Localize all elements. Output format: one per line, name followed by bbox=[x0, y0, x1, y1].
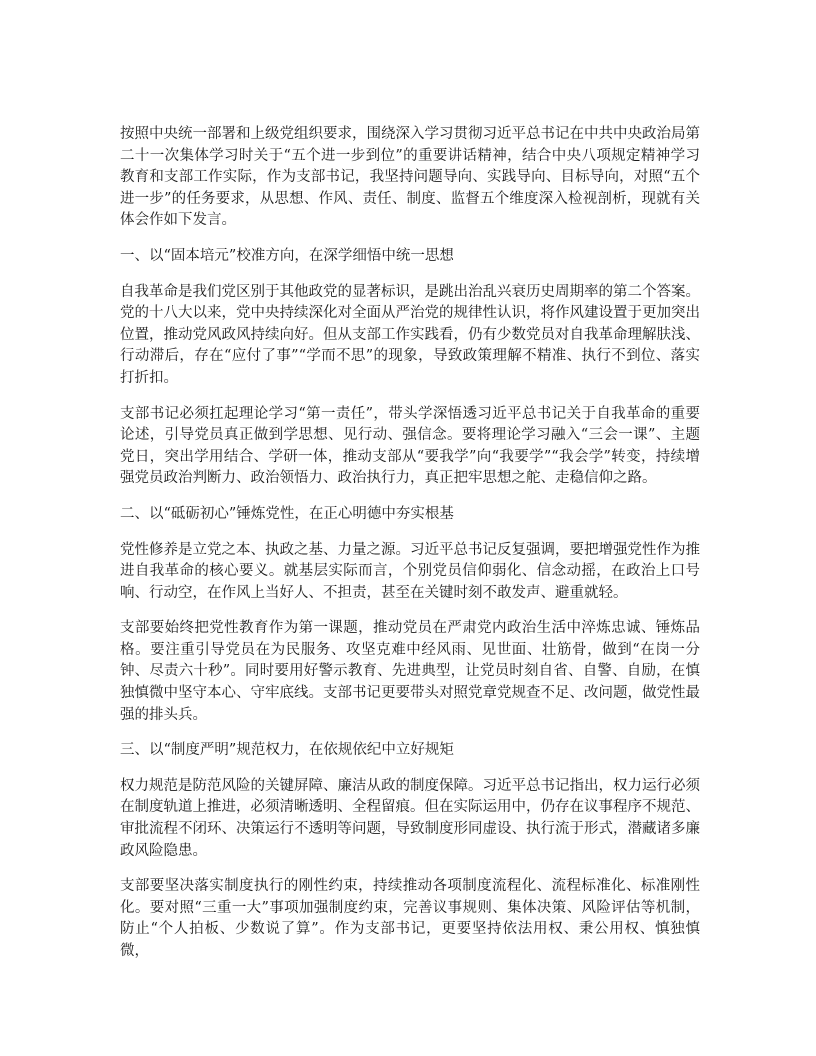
section-2-paragraph-1: 党性修养是立党之本、执政之基、力量之源。习近平总书记反复强调，要把增强党性作为推进自我革命的核心要义。就基层实际而言，个别党员信仰弱化、信念动摇，在政治上口号响、行动空，在作风上当好人、不担责，甚至在关键时刻不敢发声、避重就轻。 bbox=[120, 541, 700, 601]
section-heading-3: 三、以“制度严明”规范权力，在依规依纪中立好规矩 bbox=[120, 742, 454, 759]
section-heading-1: 一、以“固本培元”校准方向，在深学细悟中统一思想 bbox=[120, 247, 454, 264]
intro-paragraph: 按照中央统一部署和上级党组织要求，围绕深入学习贯彻习近平总书记在中共中央政治局第二十一次集体学习时关于“五个进一步到位”的重要讲话精神，结合中央八项规定精神学习教育和支部工作实际，作为支部书记，我坚持问题导向、实践导向、目标导向，对照“五个进一步”的任务要求，从思想、作风、责任、制度、监督五个维度深入检视剖析，现就有关体会作如下发言。 bbox=[120, 126, 700, 229]
section-3-paragraph-2: 支部要坚决落实制度执行的刚性约束，持续推动各项制度流程化、流程标准化、标准刚性化。要对照“三重一大”事项加强制度约束，完善议事规则、集体决策、风险评估等机制，防止“个人拍板、少数说了算”。作为支部书记，更要坚持依法用权、秉公用权、慎独慎微， bbox=[120, 878, 700, 959]
document-body bbox=[120, 124, 700, 977]
section-2-paragraph-2: 支部要始终把党性教育作为第一课题，推动党员在严肃党内政治生活中淬炼忠诚、锤炼品格。要注重引导党员在为民服务、攻坚克难中经风雨、见世面、壮筋骨，做到“在岗一分钟、尽责六十秒”。同时要用好警示教育、先进典型，让党员时刻自省、自警、自励，在慎独慎微中坚守本心、守牢底线。支部书记更要带头对照党章党规查不足、改问题，做党性最强的排头兵。 bbox=[120, 620, 700, 723]
section-1-paragraph-2: 支部书记必须扛起理论学习“第一责任”，带头学深悟透习近平总书记关于自我革命的重要论述，引导党员真正做到学思想、见行动、强信念。要将理论学习融入“三会一课”、主题党日，突出学用结合、学研一体，推动支部从“要我学”向“我要学”“我会学”转变，持续增强党员政治判断力、政治领悟力、政治执行力，真正把牢思想之舵、走稳信仰之路。 bbox=[120, 405, 700, 487]
section-heading-2: 二、以“砥砺初心”锤炼党性，在正心明德中夯实根基 bbox=[120, 505, 454, 522]
section-1-paragraph-1: 自我革命是我们党区别于其他政党的显著标识，是跳出治乱兴衰历史周期率的第二个答案。党的十八大以来，党中央持续深化对全面从严治党的规律性认识，将作风建设置于更加突出位置，推动党风政风持续向好。但从支部工作实践看，仍有少数党员对自我革命理解肤浅、行动滞后，存在“应付了事”“学而不思”的现象，导致政策理解不精准、执行不到位、落实打折扣。 bbox=[120, 283, 700, 386]
section-3-paragraph-1: 权力规范是防范风险的关键屏障、廉洁从政的制度保障。习近平总书记指出，权力运行必须在制度轨道上推进，必须清晰透明、全程留痕。但在实际运用中，仍存在议事程序不规范、审批流程不闭环、决策运行不透明等问题，导致制度形同虚设、执行流于形式，潜藏诸多廉政风险隐患。 bbox=[120, 777, 700, 859]
